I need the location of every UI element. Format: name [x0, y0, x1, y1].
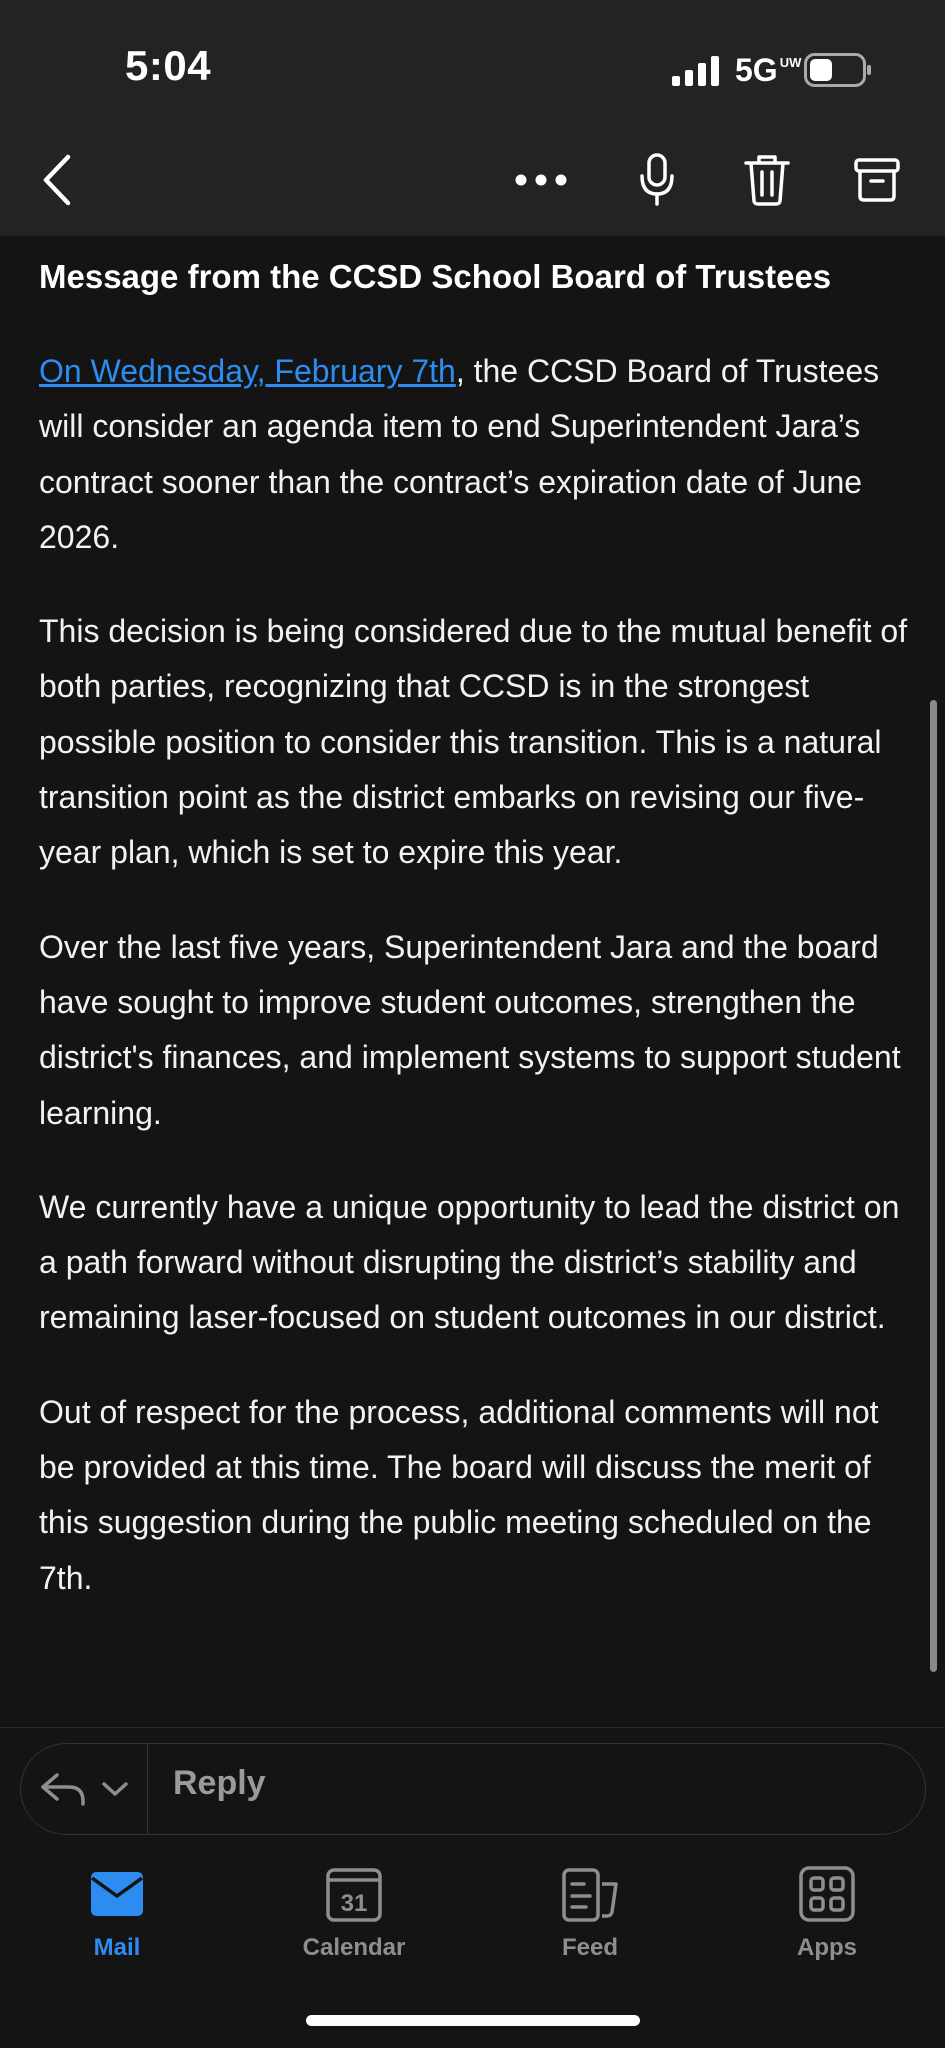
- calendar-icon: [324, 1864, 384, 1924]
- home-indicator[interactable]: [306, 2015, 640, 2026]
- apps-icon: [797, 1864, 857, 1924]
- email-subject: Message from the CCSD School Board of Trustees: [39, 258, 832, 295]
- email-paragraph-5: Out of respect for the process, additional comments will not be provided at this time. The board will discuss the merit of this suggestion during the public meeting scheduled on the 7th.: [39, 1393, 879, 1596]
- status-time: 5:04: [125, 42, 212, 89]
- network-indicator: 5G $^{UW}$: [735, 52, 802, 88]
- battery-icon: [804, 53, 872, 87]
- back-button[interactable]: [22, 144, 94, 216]
- divider: [0, 1727, 945, 1728]
- microphone-icon: [637, 152, 677, 208]
- feed-icon: [560, 1864, 620, 1924]
- delete-button[interactable]: [731, 144, 803, 216]
- tab-apps[interactable]: [737, 1858, 917, 1968]
- cellular-signal-icon: [672, 56, 720, 86]
- tab-mail[interactable]: [27, 1858, 207, 1968]
- trash-icon: [743, 153, 791, 207]
- more-icon: [511, 172, 571, 188]
- tab-mail-label: Mail: [93, 1934, 141, 1961]
- top-bar: [0, 0, 945, 236]
- email-paragraph-3: Over the last five years, Superintendent Jara and the board have sought to improve student outcomes, strengthen the district's finances, and implement systems to support student learning.: [39, 928, 901, 1131]
- chevron-down-icon: [101, 1780, 129, 1798]
- email-paragraph-4: We currently have a unique opportunity to lead the district on a path forward without disrupting the district’s stability and remaining laser-focused on student outcomes in our district.: [39, 1188, 900, 1336]
- email-paragraph-2: This decision is being considered due to the mutual benefit of both parties, recognizing that CCSD is in the strongest possible position to consider this transition. This is a natural transition point as the district embarks on revising our five-year plan, which is set to expire this year.: [39, 613, 908, 871]
- tab-calendar-label: Calendar: [302, 1934, 406, 1961]
- dictate-button[interactable]: [621, 144, 693, 216]
- reply-bar: [20, 1743, 926, 1835]
- back-chevron-icon: [38, 152, 78, 208]
- scrollbar[interactable]: [930, 700, 937, 1672]
- tab-feed[interactable]: [500, 1858, 680, 1968]
- reply-input[interactable]: Reply: [173, 1764, 266, 1802]
- date-link[interactable]: On Wednesday, February 7th: [39, 353, 456, 389]
- email-content[interactable]: [0, 236, 945, 1728]
- tab-feed-label: Feed: [561, 1934, 618, 1961]
- tab-apps-label: Apps: [797, 1934, 857, 1961]
- more-options-button[interactable]: [505, 144, 577, 216]
- reply-arrow-icon: [39, 1771, 87, 1807]
- email-paragraph-1: [39, 344, 919, 565]
- reply-options-button[interactable]: [21, 1744, 148, 1834]
- archive-button[interactable]: [841, 144, 913, 216]
- archive-icon: [853, 156, 901, 204]
- paragraph-1-text: , the CCSD Board of Trustees will consider an agenda item to end Superintendent Jara’s contract sooner than the contract’s expiration date of June 2026.: [39, 353, 880, 555]
- email-body: [39, 344, 919, 1645]
- calendar-date: 31: [340, 1890, 368, 1917]
- mail-icon: [87, 1864, 147, 1924]
- tab-calendar[interactable]: [264, 1858, 444, 1968]
